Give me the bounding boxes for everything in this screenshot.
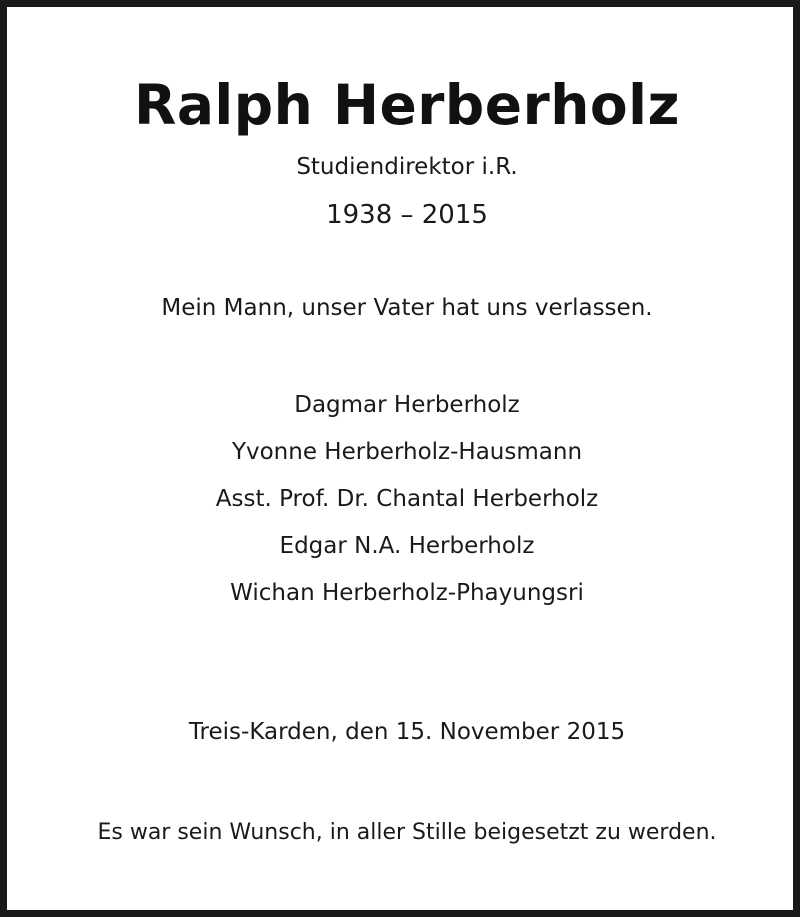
mourner-name: Wichan Herberholz-Phayungsri: [230, 580, 584, 606]
mourners-list: [7, 382, 800, 617]
life-years: 1938 – 2015: [326, 200, 488, 230]
mourner-name: Yvonne Herberholz-Hausmann: [231, 439, 583, 465]
place-and-date: Treis-Karden, den 15. November 2015: [188, 719, 626, 745]
mourner-name: Asst. Prof. Dr. Chantal Herberholz: [215, 486, 599, 512]
deceased-title: Studiendirektor i.R.: [296, 154, 518, 180]
farewell-message: Mein Mann, unser Vater hat uns verlassen.: [161, 295, 653, 321]
mourner-name: Dagmar Herberholz: [294, 392, 520, 418]
deceased-name: Ralph Herberholz: [133, 73, 681, 137]
closing-note: Es war sein Wunsch, in aller Stille beigesetzt zu werden.: [97, 820, 717, 845]
mourner-name: Edgar N.A. Herberholz: [279, 533, 535, 559]
